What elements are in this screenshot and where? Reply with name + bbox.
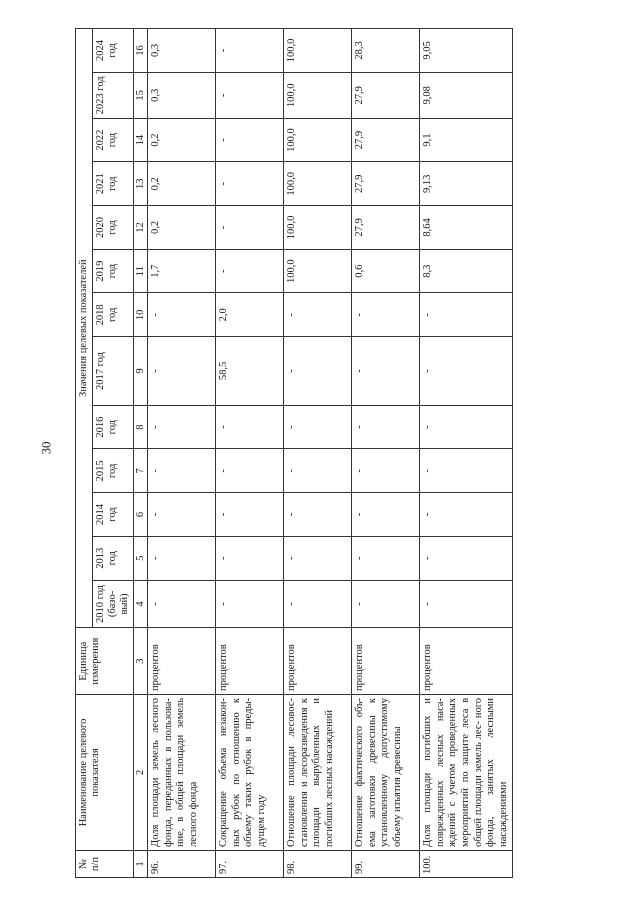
value-cell: 27,9 [352,72,420,118]
header-values-group: Значения целевых показателей [76,29,93,628]
header-year: 2018 год [93,293,134,337]
value-cell: 9,05 [420,29,513,73]
indicator-name: Сокращение объема незакон- ных рубок по отношению к объему таких рубок в преды- дущем году [216,694,284,850]
value-cell: - [284,293,352,337]
col-number: 14 [134,118,148,162]
value-cell: - [148,293,216,337]
unit-cell: процентов [284,628,352,695]
header-year: 2020 год [93,206,134,250]
value-cell: - [148,493,216,537]
col-number: 12 [134,206,148,250]
value-cell: - [148,337,216,406]
indicator-name: Доля площади земель лесного фонда, переданных в пользова- ние, в общей площади земель лесного фонда [148,694,216,850]
col-number: 9 [134,337,148,406]
header-year: 2021 год [93,162,134,206]
header-unit: Единица измерения [76,628,134,695]
value-cell: - [216,249,284,293]
value-cell: - [148,580,216,628]
value-cell: - [420,536,513,580]
value-cell: - [284,405,352,449]
header-year: 2024 год [93,29,134,73]
value-cell: - [216,162,284,206]
table-row [148,29,216,878]
value-cell: - [284,337,352,406]
value-cell: 0,3 [148,72,216,118]
value-cell: - [352,405,420,449]
value-cell: 27,9 [352,118,420,162]
value-cell: 27,9 [352,206,420,250]
header-year: 2019 год [93,249,134,293]
value-cell: 100,0 [284,206,352,250]
row-number: 99. [352,850,420,877]
value-cell: - [216,536,284,580]
table-row [352,29,420,878]
unit-cell: процентов [148,628,216,695]
value-cell: - [216,206,284,250]
value-cell: - [420,580,513,628]
value-cell: 100,0 [284,162,352,206]
header-name: Наименование целевого показателя [76,694,134,850]
value-cell: - [420,405,513,449]
col-number: 7 [134,449,148,493]
value-cell: - [216,493,284,537]
row-number: 100. [420,850,513,877]
col-number: 2 [134,694,148,850]
value-cell: - [284,580,352,628]
header-year: 2022 год [93,118,134,162]
value-cell: 100,0 [284,29,352,73]
value-cell: 8,64 [420,206,513,250]
value-cell: - [216,405,284,449]
col-number: 1 [134,850,148,877]
value-cell: - [420,449,513,493]
value-cell: - [420,493,513,537]
value-cell: 0,3 [148,29,216,73]
header-year: 2016 год [93,405,134,449]
value-cell: - [148,449,216,493]
value-cell: - [284,493,352,537]
col-number: 10 [134,293,148,337]
value-cell: 100,0 [284,118,352,162]
header-no: № п/п [76,850,134,877]
value-cell: - [148,405,216,449]
value-cell: 28,3 [352,29,420,73]
table-row [216,29,284,878]
value-cell: 27,9 [352,162,420,206]
col-number: 6 [134,493,148,537]
value-cell: - [216,118,284,162]
value-cell: 0,2 [148,206,216,250]
value-cell: 8,3 [420,249,513,293]
value-cell: 9,13 [420,162,513,206]
value-cell: - [352,337,420,406]
value-cell: 1,7 [148,249,216,293]
value-cell: - [420,293,513,337]
col-number: 11 [134,249,148,293]
header-year: 2023 год [93,72,134,118]
header-year: 2013 год [93,536,134,580]
value-cell: 9,08 [420,72,513,118]
table-row [284,29,352,878]
col-number: 16 [134,29,148,73]
table-row [420,29,513,878]
page-number: 30 [38,441,54,455]
header-year: 2014 год [93,493,134,537]
row-number: 96. [148,850,216,877]
value-cell: - [216,72,284,118]
column-numbers-row [134,29,148,878]
value-cell: - [352,580,420,628]
value-cell: - [216,580,284,628]
value-cell: - [216,29,284,73]
header-year: 2015 год [93,449,134,493]
value-cell: - [352,493,420,537]
value-cell: 100,0 [284,72,352,118]
value-cell: - [352,293,420,337]
value-cell: 2,0 [216,293,284,337]
col-number: 8 [134,405,148,449]
value-cell: - [352,449,420,493]
value-cell: 0,2 [148,162,216,206]
value-cell: 100,0 [284,249,352,293]
table-body [148,29,513,878]
target-indicators-table [75,28,513,878]
col-number: 13 [134,162,148,206]
header-year: 2017 год [93,337,134,406]
value-cell: - [148,536,216,580]
value-cell: - [352,536,420,580]
value-cell: 58,5 [216,337,284,406]
value-cell: - [284,449,352,493]
row-number: 97. [216,850,284,877]
rotated-table-container [75,28,540,878]
col-number: 3 [134,628,148,695]
value-cell: 0,2 [148,118,216,162]
indicator-name: Отношение площади лесовос- становления и лесоразведения к площади вырубленных и погибших лесных насаждений [284,694,352,850]
value-cell: 0,6 [352,249,420,293]
value-cell: - [420,337,513,406]
value-cell: - [216,449,284,493]
col-number: 15 [134,72,148,118]
col-number: 5 [134,536,148,580]
col-number: 4 [134,580,148,628]
row-number: 98. [284,850,352,877]
value-cell: - [284,536,352,580]
indicator-name: Доля площади погибших и поврежденных лесных наса- ждений с учетом проведенных мероприятий по защите леса в общей площади земель лес- ного фонда, занятых лесными насаждениями [420,694,513,850]
indicator-name: Отношение фактического объ- ема заготовки древесины к установленному допустимому объему изъятия древесины [352,694,420,850]
value-cell: 9,1 [420,118,513,162]
header-year: 2010 год (базо- вый) [93,580,134,628]
unit-cell: процентов [216,628,284,695]
unit-cell: процентов [420,628,513,695]
unit-cell: процентов [352,628,420,695]
